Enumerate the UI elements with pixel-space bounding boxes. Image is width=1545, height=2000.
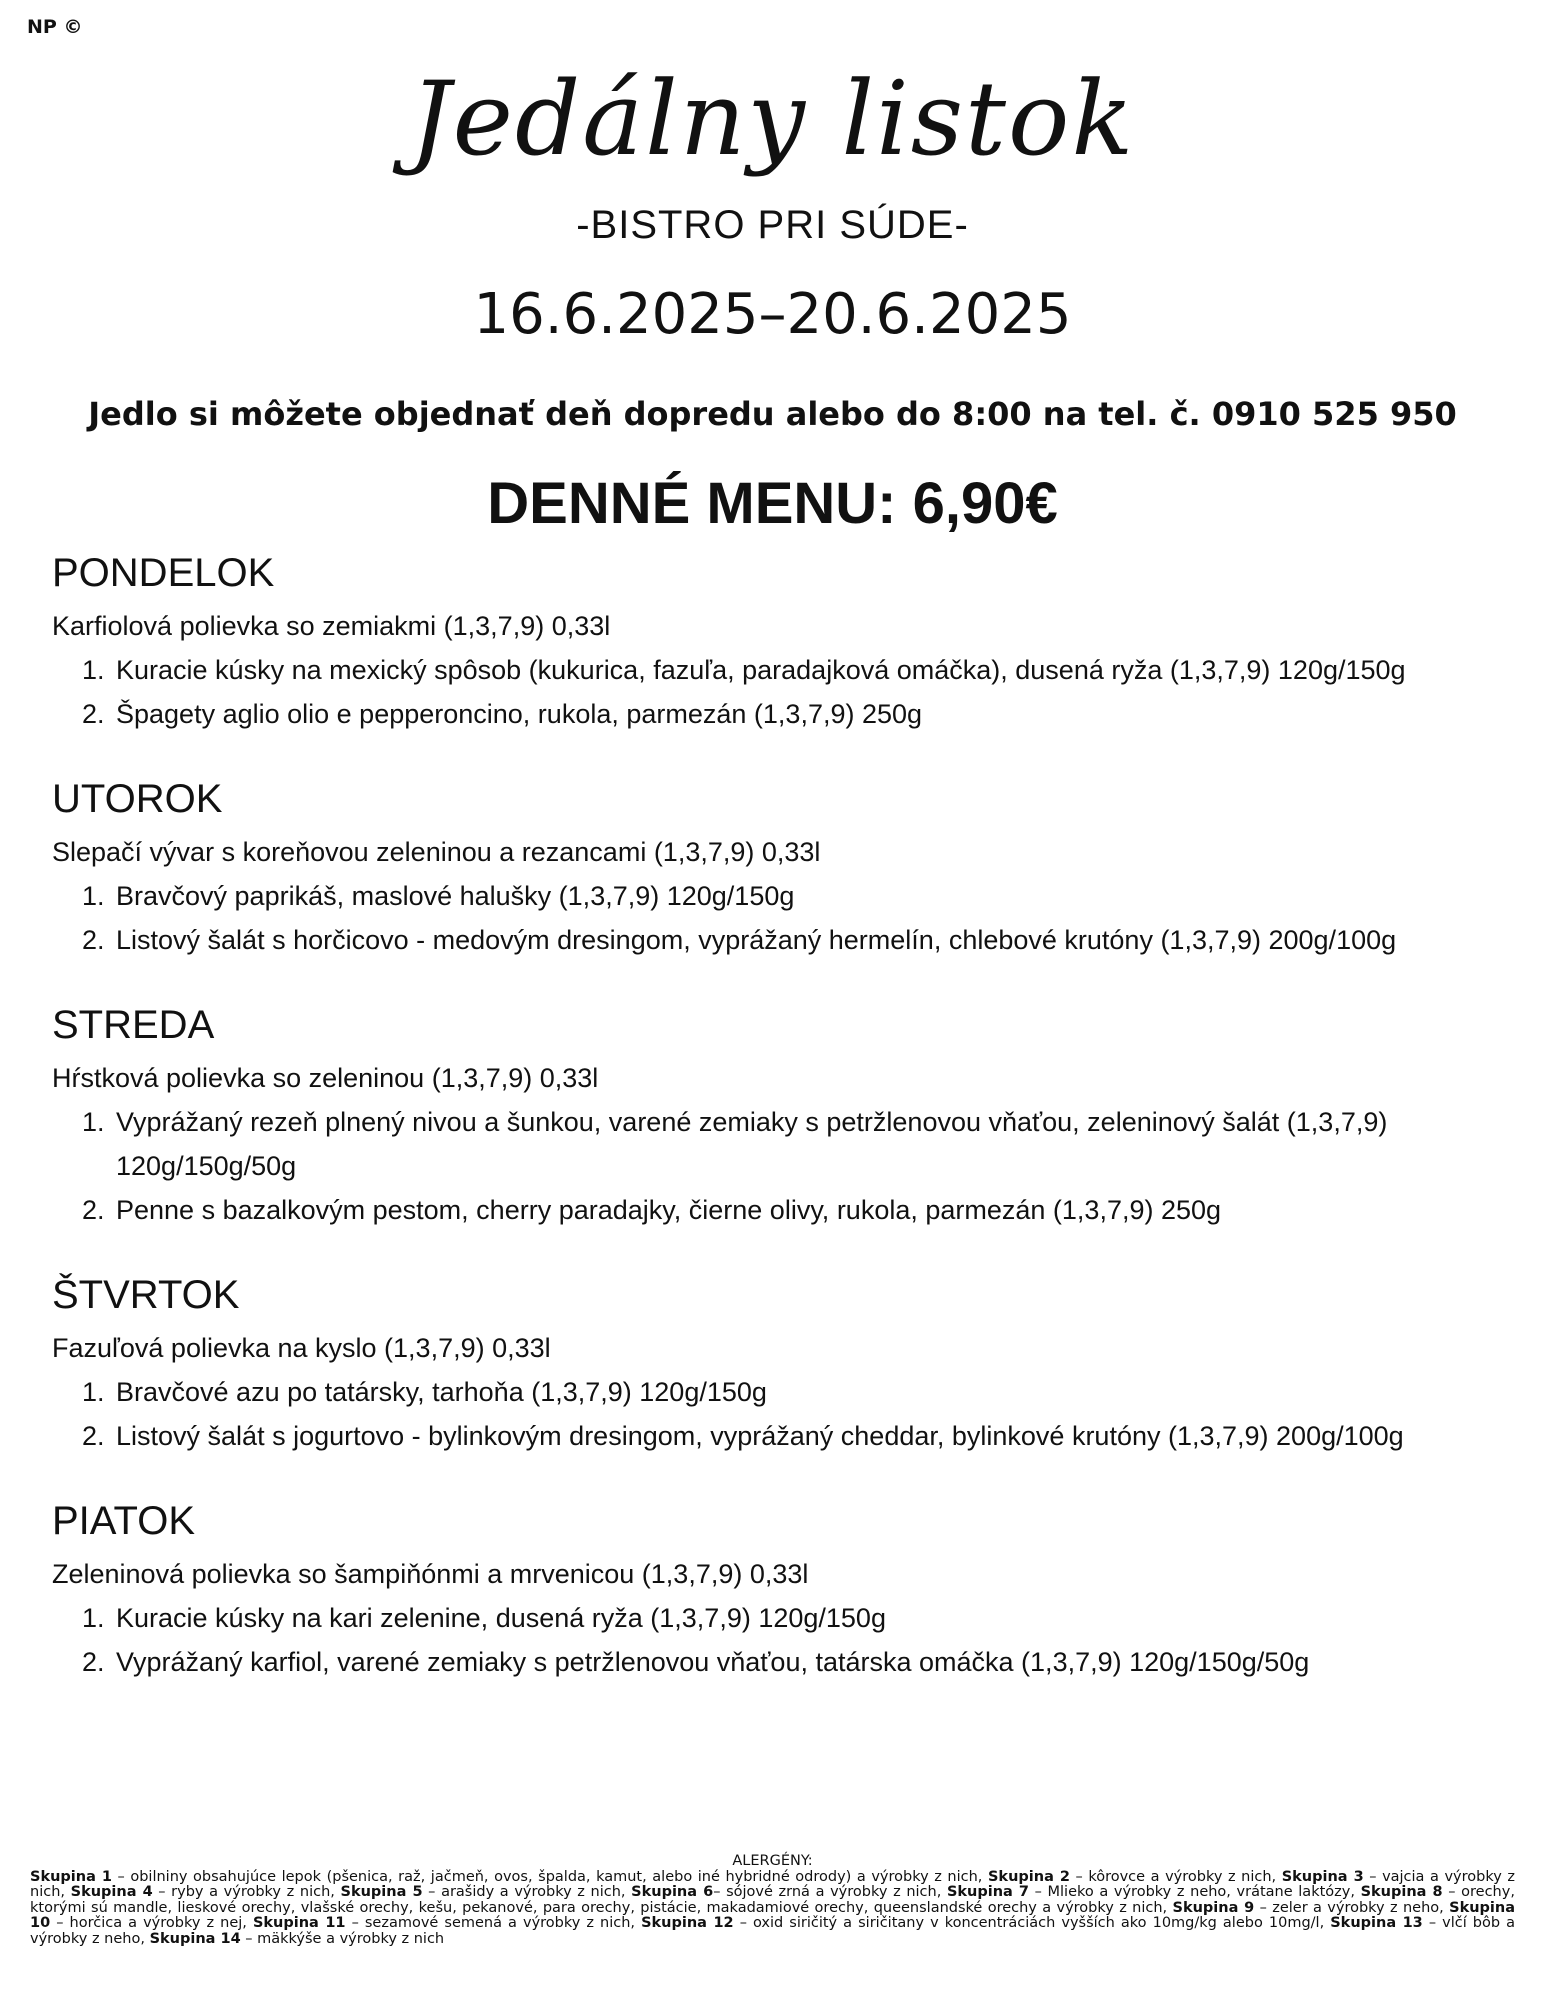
day-section bbox=[52, 1270, 1512, 1458]
dish-item: 1. Kuracie kúsky na kari zelenine, dusená ryža (1,3,7,9) 120g/150g bbox=[112, 1596, 1512, 1640]
allergen-group-text: – mäkkýše a výrobky z nich bbox=[240, 1930, 445, 1947]
allergen-group-text: – ryby a výrobky z nich, bbox=[152, 1884, 341, 1900]
allergen-group-label: Skupina 5 bbox=[340, 1884, 423, 1900]
dish-list bbox=[52, 1370, 1512, 1458]
dish-item: 1. Bravčový paprikáš, maslové halušky (1,3,7,9) 120g/150g bbox=[112, 874, 1512, 918]
allergen-group-label: Skupina 13 bbox=[1330, 1915, 1423, 1931]
dish-item: 1. Bravčové azu po tatársky, tarhoňa (1,3,7,9) 120g/150g bbox=[112, 1370, 1512, 1414]
day-name: UTOROK bbox=[52, 777, 223, 821]
allergen-group-text: – horčica a výrobky z nej, bbox=[50, 1915, 253, 1931]
allergen-group-label: Skupina 9 bbox=[1172, 1899, 1255, 1916]
soup: Fazuľová polievka na kyslo (1,3,7,9) 0,33l bbox=[52, 1333, 551, 1363]
allergen-title: ALERGÉNY: bbox=[732, 1853, 813, 1869]
dish-list bbox=[52, 1100, 1512, 1232]
allergen-group-label: Skupina 2 bbox=[987, 1868, 1070, 1885]
allergen-group-label: Skupina 3 bbox=[1281, 1868, 1364, 1885]
allergen-group-text: – arašidy a výrobky z nich, bbox=[422, 1884, 632, 1900]
weekly-menu bbox=[52, 548, 1512, 1722]
allergen-group-text: – sezamové semená a výrobky z nich, bbox=[345, 1915, 642, 1931]
allergen-group-label: Skupina 4 bbox=[70, 1884, 153, 1900]
day-section bbox=[52, 1000, 1512, 1232]
copyright-mark: NP © bbox=[27, 16, 83, 38]
dish-item: 2. Listový šalát s horčicovo - medovým dresingom, vyprážaný hermelín, chlebové krutóny (1,3,7,9) 200g/100g bbox=[112, 918, 1512, 962]
allergen-group-text: – vajcia a výrobky z nich, bbox=[30, 1868, 1515, 1900]
day-name: ŠTVRTOK bbox=[52, 1273, 240, 1317]
soup: Zeleninová polievka so šampiňónmi a mrvenicou (1,3,7,9) 0,33l bbox=[52, 1559, 809, 1589]
dish-list bbox=[52, 1596, 1512, 1684]
soup: Hŕstková polievka so zeleninou (1,3,7,9) 0,33l bbox=[52, 1063, 599, 1093]
dish-list bbox=[52, 648, 1512, 736]
allergen-group-label: Skupina 1 bbox=[30, 1868, 112, 1885]
allergen-group-label: Skupina 8 bbox=[1360, 1884, 1443, 1900]
day-section bbox=[52, 774, 1512, 962]
bistro-name: -BISTRO PRI SÚDE- bbox=[576, 203, 969, 247]
order-note: Jedlo si môžete objednať deň dopredu alebo do 8:00 na tel. č. 0910 525 950 bbox=[88, 395, 1457, 433]
dish-item: 2. Penne s bazalkovým pestom, cherry paradajky, čierne olivy, rukola, parmezán (1,3,7,9) 250g bbox=[112, 1188, 1512, 1232]
allergen-legend bbox=[30, 1854, 1515, 1947]
day-name: PIATOK bbox=[52, 1499, 196, 1543]
menu-price: DENNÉ MENU: 6,90€ bbox=[487, 471, 1058, 536]
day-section bbox=[52, 548, 1512, 736]
allergen-group-label: Skupina 14 bbox=[149, 1930, 241, 1947]
allergen-group-text: – obilniny obsahujúce lepok (pšenica, raž, jačmeň, ovos, špalda, kamut, alebo iné hybridné odrody) a výrobky z nich, bbox=[111, 1868, 988, 1885]
dish-item: 1. Kuracie kúsky na mexický spôsob (kukurica, fazuľa, paradajková omáčka), dusená ryža (1,3,7,9) 120g/150g bbox=[112, 648, 1512, 692]
soup: Karfiolová polievka so zemiakmi (1,3,7,9) 0,33l bbox=[52, 611, 611, 641]
allergen-group-label: Skupina 11 bbox=[252, 1915, 346, 1931]
day-name: STREDA bbox=[52, 1003, 215, 1047]
page-title: Jedálny listok bbox=[409, 60, 1136, 179]
allergen-text bbox=[30, 1870, 1515, 1948]
soup: Slepačí vývar s koreňovou zeleninou a rezancami (1,3,7,9) 0,33l bbox=[52, 837, 821, 867]
allergen-group-label: Skupina 6 bbox=[631, 1884, 714, 1900]
allergen-group-text: – kôrovce a výrobky z nich, bbox=[1069, 1868, 1282, 1885]
allergen-group-text: – orechy, ktorými sú mandle, lieskové orechy, vlašské orechy, kešu, pekanové, para orechy, pistácie, makadamiové orechy, queenslandské orechy a výrobky z nich, bbox=[30, 1884, 1515, 1916]
day-name: PONDELOK bbox=[52, 551, 275, 595]
dish-item: 2. Špagety aglio olio e pepperoncino, rukola, parmezán (1,3,7,9) 250g bbox=[112, 692, 1512, 736]
day-section bbox=[52, 1496, 1512, 1684]
date-range: 16.6.2025–20.6.2025 bbox=[473, 282, 1072, 347]
allergen-group-text: – sójové zrná a výrobky z nich, bbox=[713, 1884, 947, 1900]
allergen-group-label: Skupina 7 bbox=[946, 1884, 1029, 1900]
allergen-group-label: Skupina 12 bbox=[641, 1915, 734, 1931]
dish-item: 1. Vyprážaný rezeň plnený nivou a šunkou, varené zemiaky s petržlenovou vňaťou, zeleninový šalát (1,3,7,9) 120g/150g/50g bbox=[112, 1100, 1512, 1188]
allergen-group-text: – vlčí bôb a výrobky z neho, bbox=[30, 1915, 1516, 1947]
allergen-group-text: – oxid siričitý a siričitany v koncentráciách vyšších ako 10mg/kg alebo 10mg/l, bbox=[733, 1915, 1331, 1931]
dish-item: 2. Listový šalát s jogurtovo - bylinkovým dresingom, vyprážaný cheddar, bylinkové krutóny (1,3,7,9) 200g/100g bbox=[112, 1414, 1512, 1458]
dish-item: 2. Vyprážaný karfiol, varené zemiaky s petržlenovou vňaťou, tatárska omáčka (1,3,7,9) 120g/150g/50g bbox=[112, 1640, 1512, 1684]
allergen-group-text: – zeler a výrobky z neho, bbox=[1254, 1899, 1450, 1916]
allergen-group-text: – Mlieko a výrobky z neho, vrátane laktózy, bbox=[1028, 1884, 1361, 1900]
dish-list bbox=[52, 874, 1512, 962]
allergen-group-label: Skupina 10 bbox=[30, 1899, 1515, 1931]
